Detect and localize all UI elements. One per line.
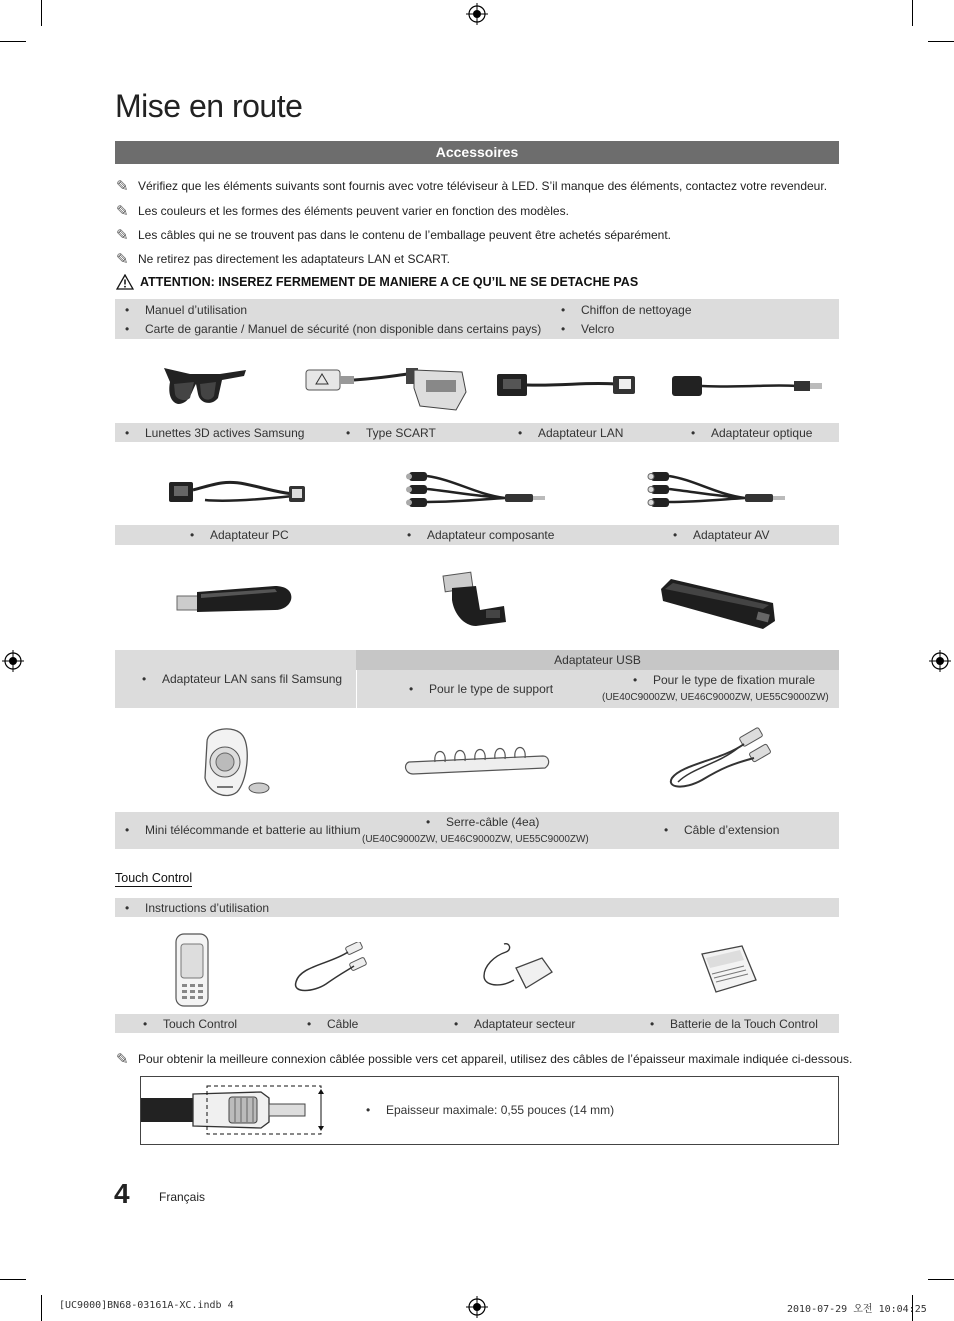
list-item: • Câble d’extension xyxy=(684,823,779,837)
list-item: • Pour le type de support xyxy=(429,682,553,696)
registration-mark-top xyxy=(466,3,488,25)
usb-wall-models: (UE40C9000ZW, UE46C9000ZW, UE55C9000ZW) xyxy=(602,692,829,703)
list-item: • Batterie de la Touch Control xyxy=(670,1017,818,1031)
3d-glasses-image xyxy=(160,360,250,410)
list-item: • Carte de garantie / Manuel de sécurité (non disponible dans certains pays) xyxy=(145,322,541,336)
pencil-note-icon: ✎ xyxy=(116,227,129,244)
list-item: • Chiffon de nettoyage xyxy=(581,303,692,317)
pencil-note-icon: ✎ xyxy=(116,178,129,195)
attention-warning xyxy=(116,274,638,290)
page-title: Mise en route xyxy=(115,88,303,124)
divider xyxy=(356,670,357,708)
usb-header: Adaptateur USB xyxy=(554,653,641,667)
list-item: • Adaptateur LAN sans fil Samsung xyxy=(162,672,342,686)
attention-text: ATTENTION: INSEREZ FERMEMENT DE MANIERE A CE QU’IL NE SE DETACHE PAS xyxy=(140,275,639,289)
list-item: • Adaptateur secteur xyxy=(474,1017,575,1031)
cable-thickness-diagram xyxy=(141,1084,331,1136)
list-item: • Lunettes 3D actives Samsung xyxy=(145,426,304,440)
note-2-text: Les couleurs et les formes des éléments peuvent varier en fonction des modèles. xyxy=(138,204,569,218)
touch-control-image xyxy=(172,932,212,1008)
page-number: 4 xyxy=(114,1178,130,1209)
note-3-text: Les câbles qui ne se trouvent pas dans le contenu de l’emballage peuvent être achetés séparément. xyxy=(138,228,672,242)
list-item: • Manuel d’utilisation xyxy=(145,303,247,317)
touch-control-heading: Touch Control xyxy=(115,871,193,885)
note-1-text: Vérifiez que les éléments suivants sont fournis avec votre téléviseur à LED. S’il manque des éléments, contactez votre revendeur. xyxy=(138,179,828,193)
list-item: • Mini télécommande et batterie au lithium xyxy=(145,823,360,837)
list-item: • Adaptateur PC xyxy=(210,528,289,542)
list-item: • Adaptateur AV xyxy=(693,528,770,542)
pc-adapter-image xyxy=(165,470,310,510)
touch-battery-image xyxy=(698,944,760,996)
pencil-note-icon: ✎ xyxy=(116,1051,129,1068)
cable-note-text: Pour obtenir la meilleure connexion câblée possible vers cet appareil, utilisez des câbles de l’épaisseur maximale indiquée ci-dessous. xyxy=(138,1052,853,1066)
lan-adapter-image xyxy=(495,370,640,400)
power-adapter-image xyxy=(480,942,555,992)
list-item: • Touch Control xyxy=(163,1017,237,1031)
list-item: • Epaisseur maximale: 0,55 pouces (14 mm) xyxy=(386,1103,614,1117)
note-4-text: Ne retirez pas directement les adaptateurs LAN et SCART. xyxy=(138,252,450,266)
usb-adapter-wall-image xyxy=(655,575,780,633)
warning-triangle-icon xyxy=(116,274,134,290)
av-adapter-image xyxy=(645,468,790,510)
list-item: • Instructions d’utilisation xyxy=(145,901,269,915)
pencil-note-icon: ✎ xyxy=(116,203,129,220)
registration-mark-left xyxy=(2,650,24,672)
list-item: • Pour le type de fixation murale xyxy=(653,673,815,687)
list-item: • Adaptateur optique xyxy=(711,426,812,440)
note-4 xyxy=(116,250,450,268)
mini-remote-battery-image xyxy=(195,722,275,800)
list-item: • Type SCART xyxy=(366,426,436,440)
footer-timestamp: 2010-07-29 오전 10:04:25 xyxy=(787,1304,927,1315)
footer-file: [UC9000]BN68-03161A-XC.indb 4 xyxy=(59,1300,234,1311)
note-2 xyxy=(116,202,569,220)
holder-models: (UE40C9000ZW, UE46C9000ZW, UE55C9000ZW) xyxy=(362,834,589,845)
pencil-note-icon: ✎ xyxy=(116,251,129,268)
extension-cable-image xyxy=(662,724,774,792)
language: Français xyxy=(159,1190,206,1204)
scart-adapter-image xyxy=(302,362,472,414)
list-item: • Adaptateur LAN xyxy=(538,426,623,440)
usb-adapter-support-image xyxy=(440,570,510,628)
list-item: • Adaptateur composante xyxy=(427,528,554,542)
cable-holder-image xyxy=(403,742,551,782)
cable-note xyxy=(116,1050,852,1068)
optical-adapter-image xyxy=(668,372,828,400)
note-3 xyxy=(116,226,671,244)
registration-mark-right xyxy=(929,650,951,672)
wireless-lan-adapter-image xyxy=(175,580,297,618)
touch-cable-image xyxy=(290,942,370,996)
section-title: Accessoires xyxy=(115,141,839,164)
list-item: • Câble xyxy=(327,1017,358,1031)
list-item: • Serre-câble (4ea) xyxy=(446,815,539,829)
note-1 xyxy=(116,177,827,195)
component-adapter-image xyxy=(405,468,550,510)
list-item: • Velcro xyxy=(581,322,614,336)
registration-mark-bottom xyxy=(466,1296,488,1318)
